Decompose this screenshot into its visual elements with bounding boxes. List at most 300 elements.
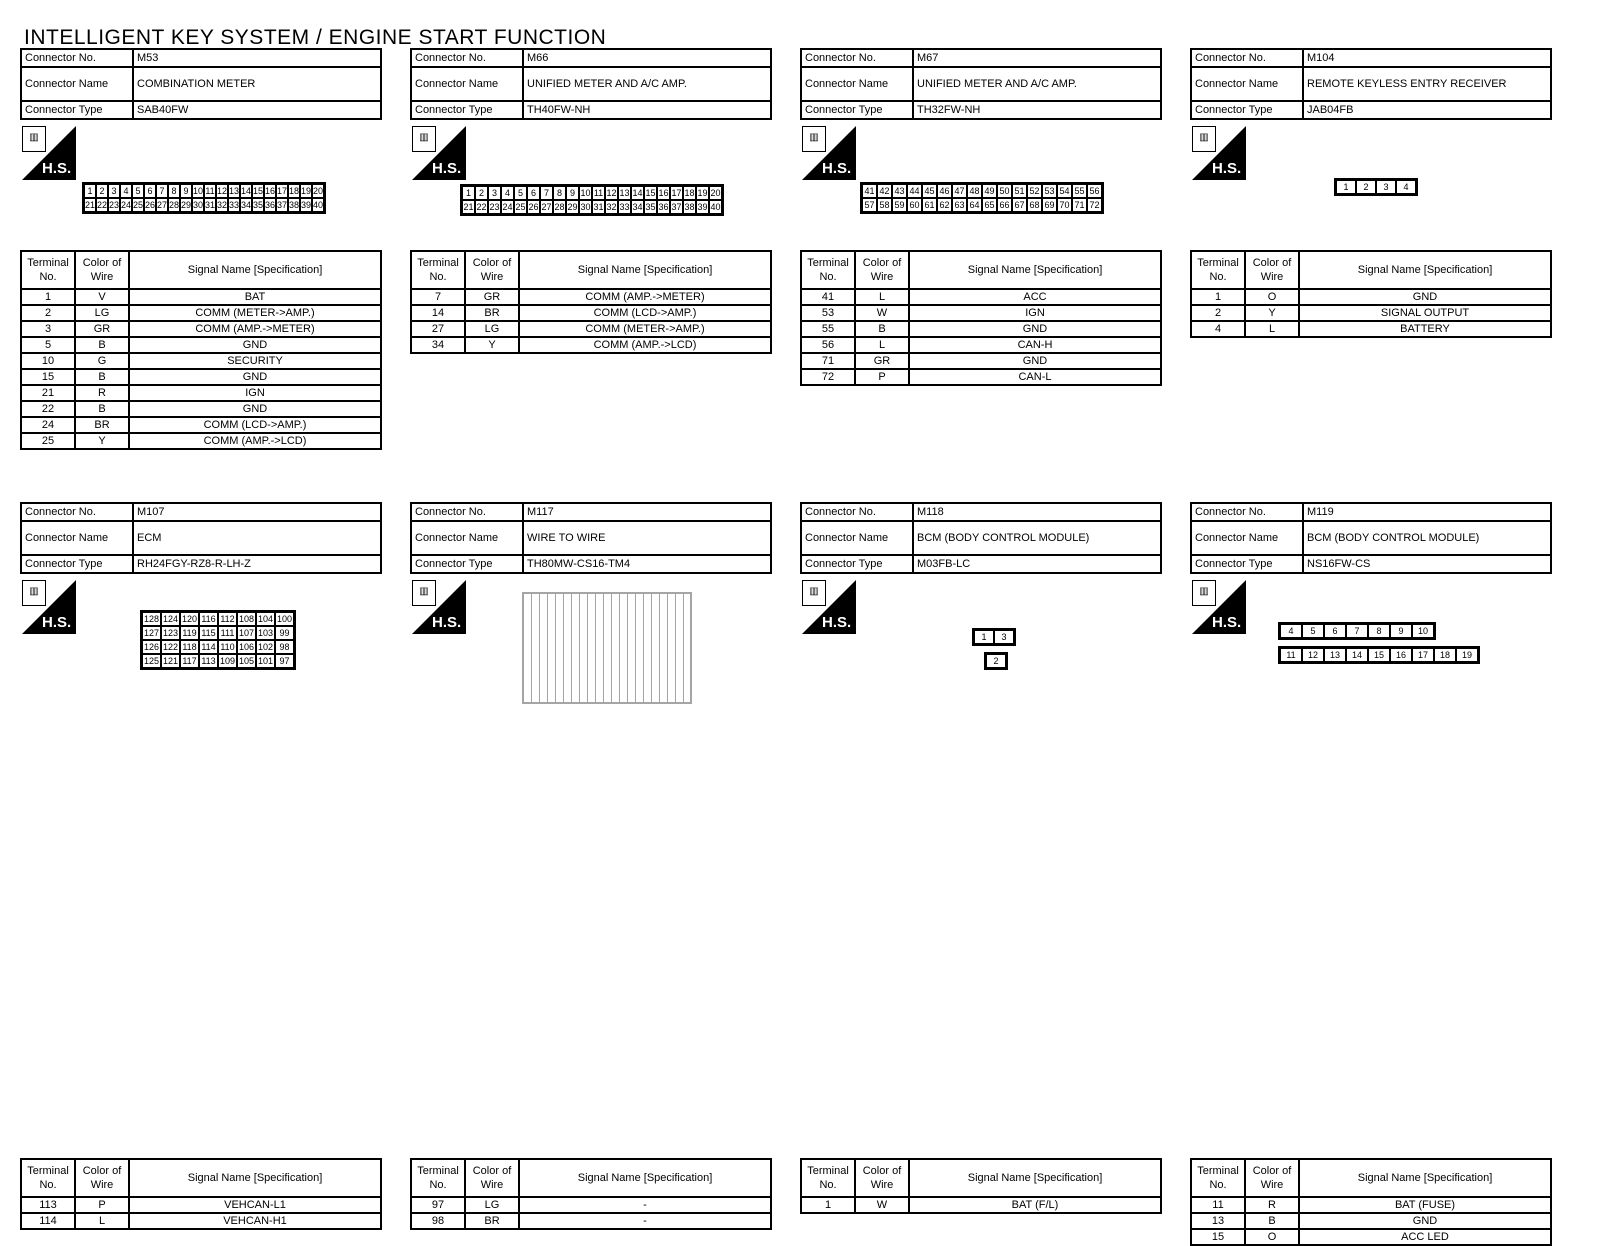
pin-label: 1 <box>974 630 994 644</box>
table-cell: 98 <box>411 1213 465 1229</box>
pin-label: 9 <box>180 184 192 198</box>
pin-label: 6 <box>1324 624 1346 638</box>
pin-label: 38 <box>289 200 300 210</box>
table-cell: L <box>75 1213 129 1229</box>
signal-table <box>410 250 772 354</box>
pin-label: 60 <box>907 198 922 212</box>
pin-label: 10 <box>1412 624 1434 638</box>
pin-label: 99 <box>275 626 294 640</box>
table-row <box>21 433 381 449</box>
table-cell: O <box>1245 1229 1299 1245</box>
signal-header: Signal Name [Specification] <box>519 251 771 289</box>
header-value: COMBINATION METER <box>133 67 381 101</box>
table-cell: LG <box>465 1197 519 1213</box>
table-cell: SECURITY <box>129 353 381 369</box>
table-cell: Y <box>1245 305 1299 321</box>
pin-label: 9 <box>1390 624 1412 638</box>
table-cell: 34 <box>411 337 465 353</box>
pin-label: 13 <box>1324 648 1346 662</box>
table-cell: IGN <box>909 305 1161 321</box>
pin-label: 70 <box>1057 198 1072 212</box>
table-cell: GND <box>909 321 1161 337</box>
table-cell: P <box>855 369 909 385</box>
signal-table <box>20 1158 382 1230</box>
header-value: BCM (BODY CONTROL MODULE) <box>1303 521 1551 555</box>
pin-label: 53 <box>1042 184 1057 198</box>
connector-block-m53 <box>20 48 382 120</box>
pin-label: 40 <box>313 200 324 210</box>
table-row <box>411 1197 771 1213</box>
table-cell: LG <box>465 321 519 337</box>
pin-label: 7 <box>540 186 553 200</box>
pin-label: 19 <box>1456 648 1478 662</box>
pin-label: 28 <box>554 202 565 212</box>
pin-label: 29 <box>567 202 578 212</box>
pin-label: 35 <box>645 202 656 212</box>
header-key: Connector No. <box>1191 49 1303 67</box>
pin-label: 11 <box>205 186 215 196</box>
connector-icon: ▥ <box>1192 580 1216 606</box>
table-cell: CAN-L <box>909 369 1161 385</box>
pin-label: 13 <box>229 186 240 196</box>
table-row <box>21 289 381 305</box>
color-header: Color of Wire <box>75 251 129 289</box>
pin-label: 20 <box>710 188 721 198</box>
connector-header <box>800 502 1162 574</box>
harness-side-icon <box>22 580 76 634</box>
color-header: Color of Wire <box>465 251 519 289</box>
color-header: Color of Wire <box>1245 251 1299 289</box>
pin-label: 127 <box>143 628 160 638</box>
table-cell: L <box>855 337 909 353</box>
harness-side-icon <box>802 126 856 180</box>
table-cell: 22 <box>21 401 75 417</box>
table-row <box>801 1197 1161 1213</box>
header-value: JAB04FB <box>1303 101 1551 119</box>
pin-label: 12 <box>606 188 617 198</box>
pin-label: 27 <box>157 200 168 210</box>
pin-label: 35 <box>253 200 264 210</box>
pin-label: 5 <box>1302 624 1324 638</box>
pin-label: 6 <box>527 186 540 200</box>
table-cell: BR <box>75 417 129 433</box>
connector-block-m66 <box>410 48 772 120</box>
harness-side-icon <box>1192 126 1246 180</box>
color-header: Color of Wire <box>855 1159 909 1197</box>
table-cell: ACC <box>909 289 1161 305</box>
table-row <box>801 369 1161 385</box>
table-cell: 13 <box>1191 1213 1245 1229</box>
table-cell: 55 <box>801 321 855 337</box>
table-row <box>21 337 381 353</box>
header-key: Connector Name <box>411 67 523 101</box>
header-value: TH40FW-NH <box>523 101 771 119</box>
harness-side-icon <box>802 580 856 634</box>
header-key: Connector Name <box>21 67 133 101</box>
pin-label: 62 <box>937 198 952 212</box>
header-value: ECM <box>133 521 381 555</box>
connector-header <box>410 48 772 120</box>
pin-label: 22 <box>97 200 108 210</box>
header-key: Connector Name <box>801 521 913 555</box>
pin-label: 41 <box>862 184 877 198</box>
table-cell: 72 <box>801 369 855 385</box>
pin-label: 67 <box>1012 198 1027 212</box>
header-key: Connector Type <box>21 555 133 573</box>
table-cell: 53 <box>801 305 855 321</box>
pin-label: 113 <box>199 654 218 668</box>
pin-label: 119 <box>180 626 199 640</box>
connector-header <box>20 502 382 574</box>
pin-label: 57 <box>862 198 877 212</box>
table-row <box>1191 305 1551 321</box>
header-key: Connector No. <box>21 503 133 521</box>
pin-label: 30 <box>193 200 204 210</box>
header-value: TH32FW-NH <box>913 101 1161 119</box>
pin-label: 97 <box>275 654 294 668</box>
signal-header: Signal Name [Specification] <box>909 1159 1161 1197</box>
table-row <box>1191 1213 1551 1229</box>
pin-label: 8 <box>168 184 180 198</box>
pin-label: 37 <box>277 200 288 210</box>
pin-label: 3 <box>488 186 501 200</box>
m118-connector-face <box>972 628 1016 646</box>
table-cell: 27 <box>411 321 465 337</box>
pin-label: 26 <box>145 200 156 210</box>
connector-block-m104 <box>1190 48 1552 120</box>
table-row <box>21 353 381 369</box>
table-cell: IGN <box>129 385 381 401</box>
hs-label: H.S. <box>1212 614 1242 631</box>
table-cell: VEHCAN-L1 <box>129 1197 381 1213</box>
pin-label: 107 <box>238 628 255 638</box>
pin-label: 15 <box>1368 648 1390 662</box>
pin-label: 100 <box>276 614 293 624</box>
table-cell: GND <box>129 369 381 385</box>
table-cell: B <box>855 321 909 337</box>
table-cell: GR <box>75 321 129 337</box>
pin-label: 18 <box>684 188 695 198</box>
table-row <box>411 1213 771 1229</box>
m119-connector-face-lower <box>1278 646 1480 664</box>
table-row <box>21 321 381 337</box>
pin-label: 20 <box>313 186 324 196</box>
header-key: Connector Type <box>801 555 913 573</box>
table-cell: COMM (METER->AMP.) <box>519 321 771 337</box>
pin-label: 33 <box>619 202 630 212</box>
header-value: M53 <box>133 49 381 67</box>
pin-label: 4 <box>1280 624 1302 638</box>
table-cell: BAT (FUSE) <box>1299 1197 1551 1213</box>
table-cell: 1 <box>1191 289 1245 305</box>
header-key: Connector Name <box>21 521 133 555</box>
header-key: Connector No. <box>801 49 913 67</box>
pin-label: 39 <box>697 202 708 212</box>
table-cell: W <box>855 1197 909 1213</box>
table-cell: COMM (METER->AMP.) <box>129 305 381 321</box>
table-cell: 97 <box>411 1197 465 1213</box>
pin-label: 10 <box>193 186 204 196</box>
terminal-header: Terminal No. <box>801 251 855 289</box>
table-row <box>801 305 1161 321</box>
connector-header <box>410 502 772 574</box>
table-cell: 10 <box>21 353 75 369</box>
pin-label: 19 <box>697 188 708 198</box>
pin-label: 54 <box>1057 184 1072 198</box>
header-value: NS16FW-CS <box>1303 555 1551 573</box>
table-cell: Y <box>465 337 519 353</box>
pin-label: 61 <box>922 198 937 212</box>
table-row <box>21 305 381 321</box>
pin-label: 7 <box>156 184 168 198</box>
table-cell: 2 <box>1191 305 1245 321</box>
pin-label: 121 <box>162 656 179 666</box>
pin-label: 42 <box>877 184 892 198</box>
connector-header <box>800 48 1162 120</box>
table-cell: GND <box>1299 289 1551 305</box>
pin-label: 49 <box>982 184 997 198</box>
header-key: Connector Type <box>801 101 913 119</box>
terminal-header: Terminal No. <box>1191 1159 1245 1197</box>
pin-label: 38 <box>684 202 695 212</box>
table-cell: 2 <box>21 305 75 321</box>
pin-label: 43 <box>892 184 907 198</box>
signal-header: Signal Name [Specification] <box>909 251 1161 289</box>
table-cell: GND <box>909 353 1161 369</box>
pin-label: 36 <box>658 202 669 212</box>
pin-label: 34 <box>241 200 252 210</box>
pin-label: 17 <box>277 186 288 196</box>
table-cell: 25 <box>21 433 75 449</box>
table-cell: - <box>519 1213 771 1229</box>
m104-connector-face <box>1334 178 1418 196</box>
pin-label: 111 <box>218 626 237 640</box>
table-cell: COMM (AMP.->METER) <box>519 289 771 305</box>
pin-label: 118 <box>180 640 199 654</box>
connector-header <box>1190 502 1552 574</box>
terminal-header: Terminal No. <box>801 1159 855 1197</box>
signal-header: Signal Name [Specification] <box>129 1159 381 1197</box>
pin-label: 52 <box>1027 184 1042 198</box>
table-cell: GND <box>129 337 381 353</box>
table-cell: G <box>75 353 129 369</box>
pin-label: 120 <box>181 614 198 624</box>
table-cell: COMM (AMP.->METER) <box>129 321 381 337</box>
table-cell: BR <box>465 1213 519 1229</box>
pin-label: 5 <box>514 186 527 200</box>
table-cell: 3 <box>21 321 75 337</box>
pin-label: 28 <box>169 200 180 210</box>
page-title: INTELLIGENT KEY SYSTEM / ENGINE START FUNCTION <box>24 26 607 49</box>
pin-label: 108 <box>238 614 255 624</box>
pin-label: 46 <box>937 184 952 198</box>
header-value: REMOTE KEYLESS ENTRY RECEIVER <box>1303 67 1551 101</box>
table-row <box>1191 1197 1551 1213</box>
pin-label: 25 <box>515 202 526 212</box>
pin-label: 27 <box>541 202 552 212</box>
table-row <box>21 401 381 417</box>
header-key: Connector No. <box>411 503 523 521</box>
connector-block-m119 <box>1190 502 1552 574</box>
signal-table <box>1190 250 1552 338</box>
m118-connector-face-lower <box>984 652 1008 670</box>
connector-header <box>20 48 382 120</box>
harness-side-icon <box>1192 580 1246 634</box>
color-header: Color of Wire <box>75 1159 129 1197</box>
pin-label: 30 <box>580 202 591 212</box>
connector-icon: ▥ <box>802 580 826 606</box>
pin-label: 17 <box>1412 648 1434 662</box>
connector-block-m117 <box>410 502 772 574</box>
pin-label: 40 <box>710 202 721 212</box>
pin-label: 14 <box>632 188 643 198</box>
table-cell: L <box>1245 321 1299 337</box>
pin-label: 102 <box>257 642 274 652</box>
pin-label: 63 <box>952 198 967 212</box>
m107-connector-face <box>140 610 296 670</box>
header-key: Connector No. <box>21 49 133 67</box>
pin-label: 10 <box>580 188 591 198</box>
header-key: Connector No. <box>801 503 913 521</box>
pin-label: 68 <box>1027 198 1042 212</box>
signal-table <box>1190 1158 1552 1246</box>
pin-label: 13 <box>619 188 630 198</box>
pin-label: 31 <box>205 200 216 210</box>
pin-label: 115 <box>199 626 218 640</box>
table-cell: B <box>1245 1213 1299 1229</box>
table-cell: LG <box>75 305 129 321</box>
table-cell: V <box>75 289 129 305</box>
pin-label: 124 <box>162 614 179 624</box>
table-cell: GND <box>129 401 381 417</box>
pin-label: 23 <box>489 202 500 212</box>
table-row <box>1191 321 1551 337</box>
header-value: M66 <box>523 49 771 67</box>
pin-label: 1 <box>1336 180 1356 194</box>
table-row <box>21 1197 381 1213</box>
header-value: RH24FGY-RZ8-R-LH-Z <box>133 555 381 573</box>
terminal-header: Terminal No. <box>21 1159 75 1197</box>
pin-label: 1 <box>84 184 96 198</box>
pin-label: 3 <box>994 630 1014 644</box>
pin-label: 24 <box>502 202 513 212</box>
table-cell: R <box>75 385 129 401</box>
pin-label: 112 <box>218 612 237 626</box>
connector-icon: ▥ <box>22 126 46 152</box>
pin-label: 105 <box>238 656 255 666</box>
table-cell: - <box>519 1197 771 1213</box>
pin-label: 29 <box>181 200 192 210</box>
terminal-header: Terminal No. <box>21 251 75 289</box>
table-cell: COMM (LCD->AMP.) <box>129 417 381 433</box>
pin-label: 114 <box>199 640 218 654</box>
header-value: M104 <box>1303 49 1551 67</box>
table-cell: 1 <box>801 1197 855 1213</box>
pin-label: 72 <box>1087 198 1102 212</box>
table-cell: L <box>855 289 909 305</box>
table-row <box>21 1213 381 1229</box>
pin-label: 4 <box>501 186 514 200</box>
table-cell: 14 <box>411 305 465 321</box>
table-cell: COMM (LCD->AMP.) <box>519 305 771 321</box>
pin-label: 16 <box>265 186 276 196</box>
hs-label: H.S. <box>822 614 852 631</box>
pin-label: 4 <box>1396 180 1416 194</box>
header-value: M67 <box>913 49 1161 67</box>
table-cell: 4 <box>1191 321 1245 337</box>
pin-label: 2 <box>96 184 108 198</box>
pin-label: 123 <box>162 628 179 638</box>
connector-block-m118 <box>800 502 1162 574</box>
pin-label: 47 <box>952 184 967 198</box>
pin-label: 44 <box>907 184 922 198</box>
harness-side-icon <box>22 126 76 180</box>
pin-label: 122 <box>162 642 179 652</box>
pin-label: 17 <box>671 188 682 198</box>
pin-label: 126 <box>143 642 160 652</box>
table-cell: CAN-H <box>909 337 1161 353</box>
table-cell: GR <box>855 353 909 369</box>
pin-label: 50 <box>997 184 1012 198</box>
pin-label: 3 <box>108 184 120 198</box>
m119-connector-face <box>1278 622 1436 640</box>
pin-label: 3 <box>1376 180 1396 194</box>
pin-label: 2 <box>1356 180 1376 194</box>
pin-label: 101 <box>257 656 274 666</box>
pin-label: 66 <box>997 198 1012 212</box>
header-value: TH80MW-CS16-TM4 <box>523 555 771 573</box>
pin-label: 5 <box>132 184 144 198</box>
table-cell: 21 <box>21 385 75 401</box>
pin-label: 125 <box>143 656 160 666</box>
header-key: Connector Name <box>411 521 523 555</box>
signal-table <box>800 1158 1162 1214</box>
table-row <box>411 337 771 353</box>
pin-label: 33 <box>229 200 240 210</box>
pin-label: 65 <box>982 198 997 212</box>
header-key: Connector Type <box>1191 555 1303 573</box>
header-value: UNIFIED METER AND A/C AMP. <box>523 67 771 101</box>
pin-label: 51 <box>1012 184 1027 198</box>
connector-icon: ▥ <box>412 580 436 606</box>
pin-label: 45 <box>922 184 937 198</box>
pin-label: 8 <box>553 186 566 200</box>
table-cell: 15 <box>21 369 75 385</box>
hs-label: H.S. <box>432 614 462 631</box>
header-key: Connector No. <box>1191 503 1303 521</box>
table-row <box>21 369 381 385</box>
hs-label: H.S. <box>1212 160 1242 177</box>
pin-label: 6 <box>144 184 156 198</box>
table-cell: 113 <box>21 1197 75 1213</box>
pin-label: 110 <box>218 640 237 654</box>
pin-label: 23 <box>109 200 120 210</box>
pin-label: 4 <box>120 184 132 198</box>
pin-label: 98 <box>275 640 294 654</box>
pin-label: 64 <box>967 198 982 212</box>
table-cell: 24 <box>21 417 75 433</box>
table-row <box>411 289 771 305</box>
color-header: Color of Wire <box>465 1159 519 1197</box>
table-cell: COMM (AMP.->LCD) <box>129 433 381 449</box>
pin-label: 36 <box>265 200 276 210</box>
header-value: M117 <box>523 503 771 521</box>
pin-label: 15 <box>253 186 264 196</box>
pin-label: 32 <box>217 200 228 210</box>
header-value: SAB40FW <box>133 101 381 119</box>
hs-label: H.S. <box>822 160 852 177</box>
connector-header <box>1190 48 1552 120</box>
